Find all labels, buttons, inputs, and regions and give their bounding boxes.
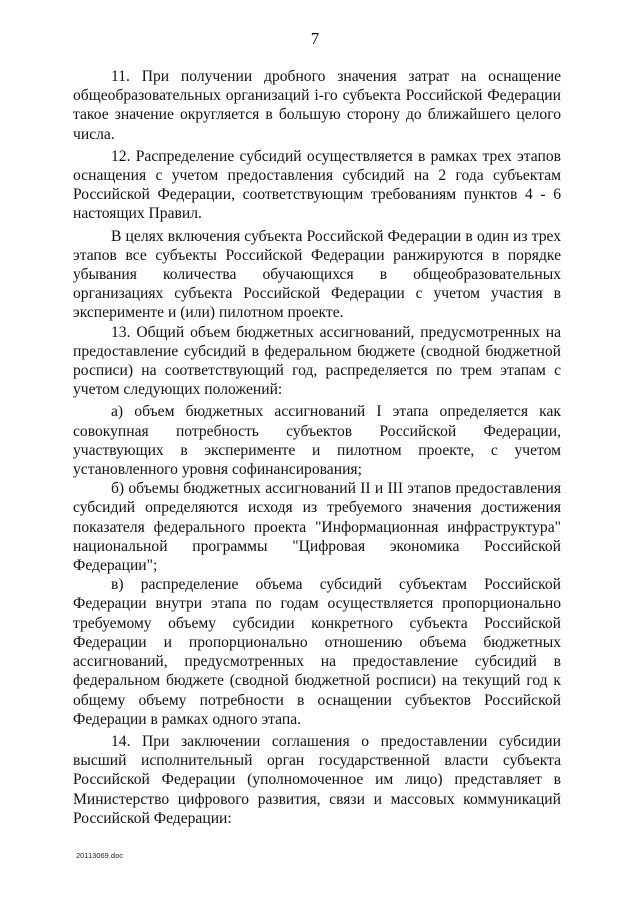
paragraph-13-v: в) распределение объема субсидий субъектам Российской Федерации внутри этапа по годам осуществляется пропорционально требуемому объему субсидии конкретного субъекта Российской Федерации и пропорционально отношению объема бюджетных ассигнований, предусмотренных на предоставление субсидий в федеральном бюджете (сводной бюджетной росписи) на текущий год к общему объему потребности в оснащении субъектов Российской Федерации в рамках одного этапа. [73,576,561,728]
paragraph-13-b: б) объемы бюджетных ассигнований II и III этапов предоставления субсидий определяются исходя из требуемого значения достижения показателя федерального проекта "Информационная инфраструктура" национальной программы "Цифровая экономика Российской Федерации"; [73,480,561,575]
paragraph-12-ranking: В целях включения субъекта Российской Федерации в один из трех этапов все субъекты Российской Федерации ранжируются в порядке убывания количества обучающихся в общеобразовательных организациях субъекта Российской Федерации с учетом участия в эксперименте и (или) пилотном проекте. [73,227,561,322]
paragraph-13-a: а) объем бюджетных ассигнований I этапа определяется как совокупная потребность субъектов Российской Федерации, участвующих в эксперименте и пилотном проекте, с учетом установленного уровня софинансирования; [73,403,561,479]
paragraph-13: 13. Общий объем бюджетных ассигнований, предусмотренных на предоставление субсидий в федеральном бюджете (сводной бюджетной росписи) на соответствующий год, распределяется по трем этапам с учетом следующих положений: [73,323,561,399]
paragraph-14: 14. При заключении соглашения о предоставлении субсидии высший исполнительный орган государственной власти субъекта Российской Федерации (уполномоченное им лицо) представляет в Министерство цифрового развития, связи и массовых коммуникаций Российской Федерации: [73,732,561,827]
page-number: 7 [310,29,320,48]
footer-file-code: 20113069.doc [76,851,123,860]
paragraph-11: 11. При получении дробного значения затрат на оснащение общеобразовательных организаций i-го субъекта Российской Федерации такое значение округляется в большую сторону до ближайшего целого числа. [73,68,561,143]
paragraph-12: 12. Распределение субсидий осуществляется в рамках трех этапов оснащения с учетом предоставления субсидий на 2 года субъектам Российской Федерации, соответствующим требованиям пунктов 4 - 6 настоящих Правил. [73,147,561,223]
document-body [73,67,561,828]
